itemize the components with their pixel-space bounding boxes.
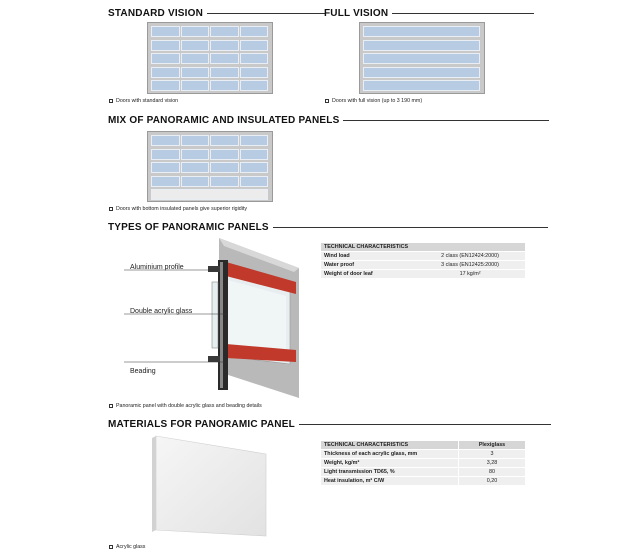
- door-window-pane: [181, 53, 210, 64]
- door-window-pane: [181, 176, 210, 187]
- materials-title: MATERIALS FOR PANORAMIC PANEL: [108, 419, 295, 430]
- label-beading: Beading: [130, 368, 156, 375]
- door-window-pane: [363, 40, 480, 51]
- materials-tech-table: [321, 441, 525, 485]
- full-vision-heading: [324, 8, 534, 19]
- door-window-pane: [240, 135, 269, 146]
- door-window-pane: [151, 162, 180, 173]
- door-window-pane: [181, 26, 210, 37]
- door-window-pane: [210, 176, 239, 187]
- door-window-pane: [240, 26, 269, 37]
- types-title: TYPES OF PANORAMIC PANELS: [108, 222, 269, 233]
- door-window-pane: [210, 80, 239, 91]
- door-window-pane: [363, 53, 480, 64]
- materials-caption: Acrylic glass: [109, 544, 145, 550]
- materials-column-header: Plexiglass: [459, 441, 526, 450]
- door-window-pane: [240, 162, 269, 173]
- mix-panels-title: MIX OF PANORAMIC AND INSULATED PANELS: [108, 115, 340, 126]
- door-window-pane: [181, 80, 210, 91]
- label-aluminium-profile: Aluminium profile: [130, 264, 184, 271]
- door-window-pane: [210, 40, 239, 51]
- standard-vision-caption: Doors with standard vision: [109, 98, 178, 104]
- standard-vision-heading: [108, 8, 325, 19]
- door-window-pane: [151, 40, 180, 51]
- mix-panels-door-image: [147, 131, 273, 202]
- door-window-pane: [210, 135, 239, 146]
- mix-panels-caption: Doors with bottom insulated panels give superior rigidity: [109, 206, 247, 212]
- door-window-pane: [181, 40, 210, 51]
- table-row: Weight of door leaf 17 kg/m²: [321, 270, 525, 279]
- types-tech-table-header: TECHNICAL CHARACTERISTICS: [321, 243, 525, 252]
- table-row: Heat insulation, m² C/W 0,20: [321, 477, 525, 486]
- door-window-pane: [363, 67, 480, 78]
- door-window-pane: [240, 149, 269, 160]
- door-window-pane: [210, 162, 239, 173]
- types-caption: Panoramic panel with double acrylic glass and beading details: [109, 403, 262, 409]
- table-row: Light transmission TD65, % 80: [321, 468, 525, 477]
- door-window-pane: [151, 176, 180, 187]
- mix-panels-heading: [108, 115, 549, 126]
- door-window-pane: [151, 53, 180, 64]
- types-tech-table: [321, 243, 525, 278]
- door-window-pane: [151, 135, 180, 146]
- door-window-pane: [210, 67, 239, 78]
- door-window-pane: [181, 67, 210, 78]
- door-window-pane: [151, 149, 180, 160]
- door-window-pane: [240, 67, 269, 78]
- door-insulated-panel: [151, 189, 268, 200]
- door-window-pane: [363, 80, 480, 91]
- door-window-pane: [210, 53, 239, 64]
- acrylic-glass-sheet-image: [150, 432, 274, 542]
- materials-tech-table-header: TECHNICAL CHARACTERISTICS: [321, 441, 459, 450]
- door-window-pane: [151, 80, 180, 91]
- full-vision-title: FULL VISION: [324, 8, 389, 19]
- label-double-acrylic-glass: Double acrylic glass: [130, 308, 193, 315]
- door-window-pane: [240, 40, 269, 51]
- full-vision-caption: Doors with full vision (up to 3 190 mm): [325, 98, 422, 104]
- door-window-pane: [151, 67, 180, 78]
- door-window-pane: [240, 53, 269, 64]
- standard-vision-door-image: [147, 22, 273, 94]
- door-window-pane: [363, 26, 480, 37]
- door-window-pane: [181, 162, 210, 173]
- door-window-pane: [210, 26, 239, 37]
- door-window-pane: [181, 135, 210, 146]
- door-window-pane: [151, 26, 180, 37]
- standard-vision-title: STANDARD VISION: [108, 8, 204, 19]
- door-window-pane: [240, 80, 269, 91]
- door-window-pane: [181, 149, 210, 160]
- table-row: Water proof 3 class (EN12425:2000): [321, 261, 525, 270]
- materials-heading: [108, 419, 551, 430]
- table-row: Weight, kg/m² 3,28: [321, 459, 525, 468]
- table-row: Thickness of each acrylic glass, mm 3: [321, 450, 525, 459]
- full-vision-door-image: [359, 22, 485, 94]
- door-window-pane: [210, 149, 239, 160]
- door-window-pane: [240, 176, 269, 187]
- table-row: Wind load 2 class (EN12424:2000): [321, 252, 525, 261]
